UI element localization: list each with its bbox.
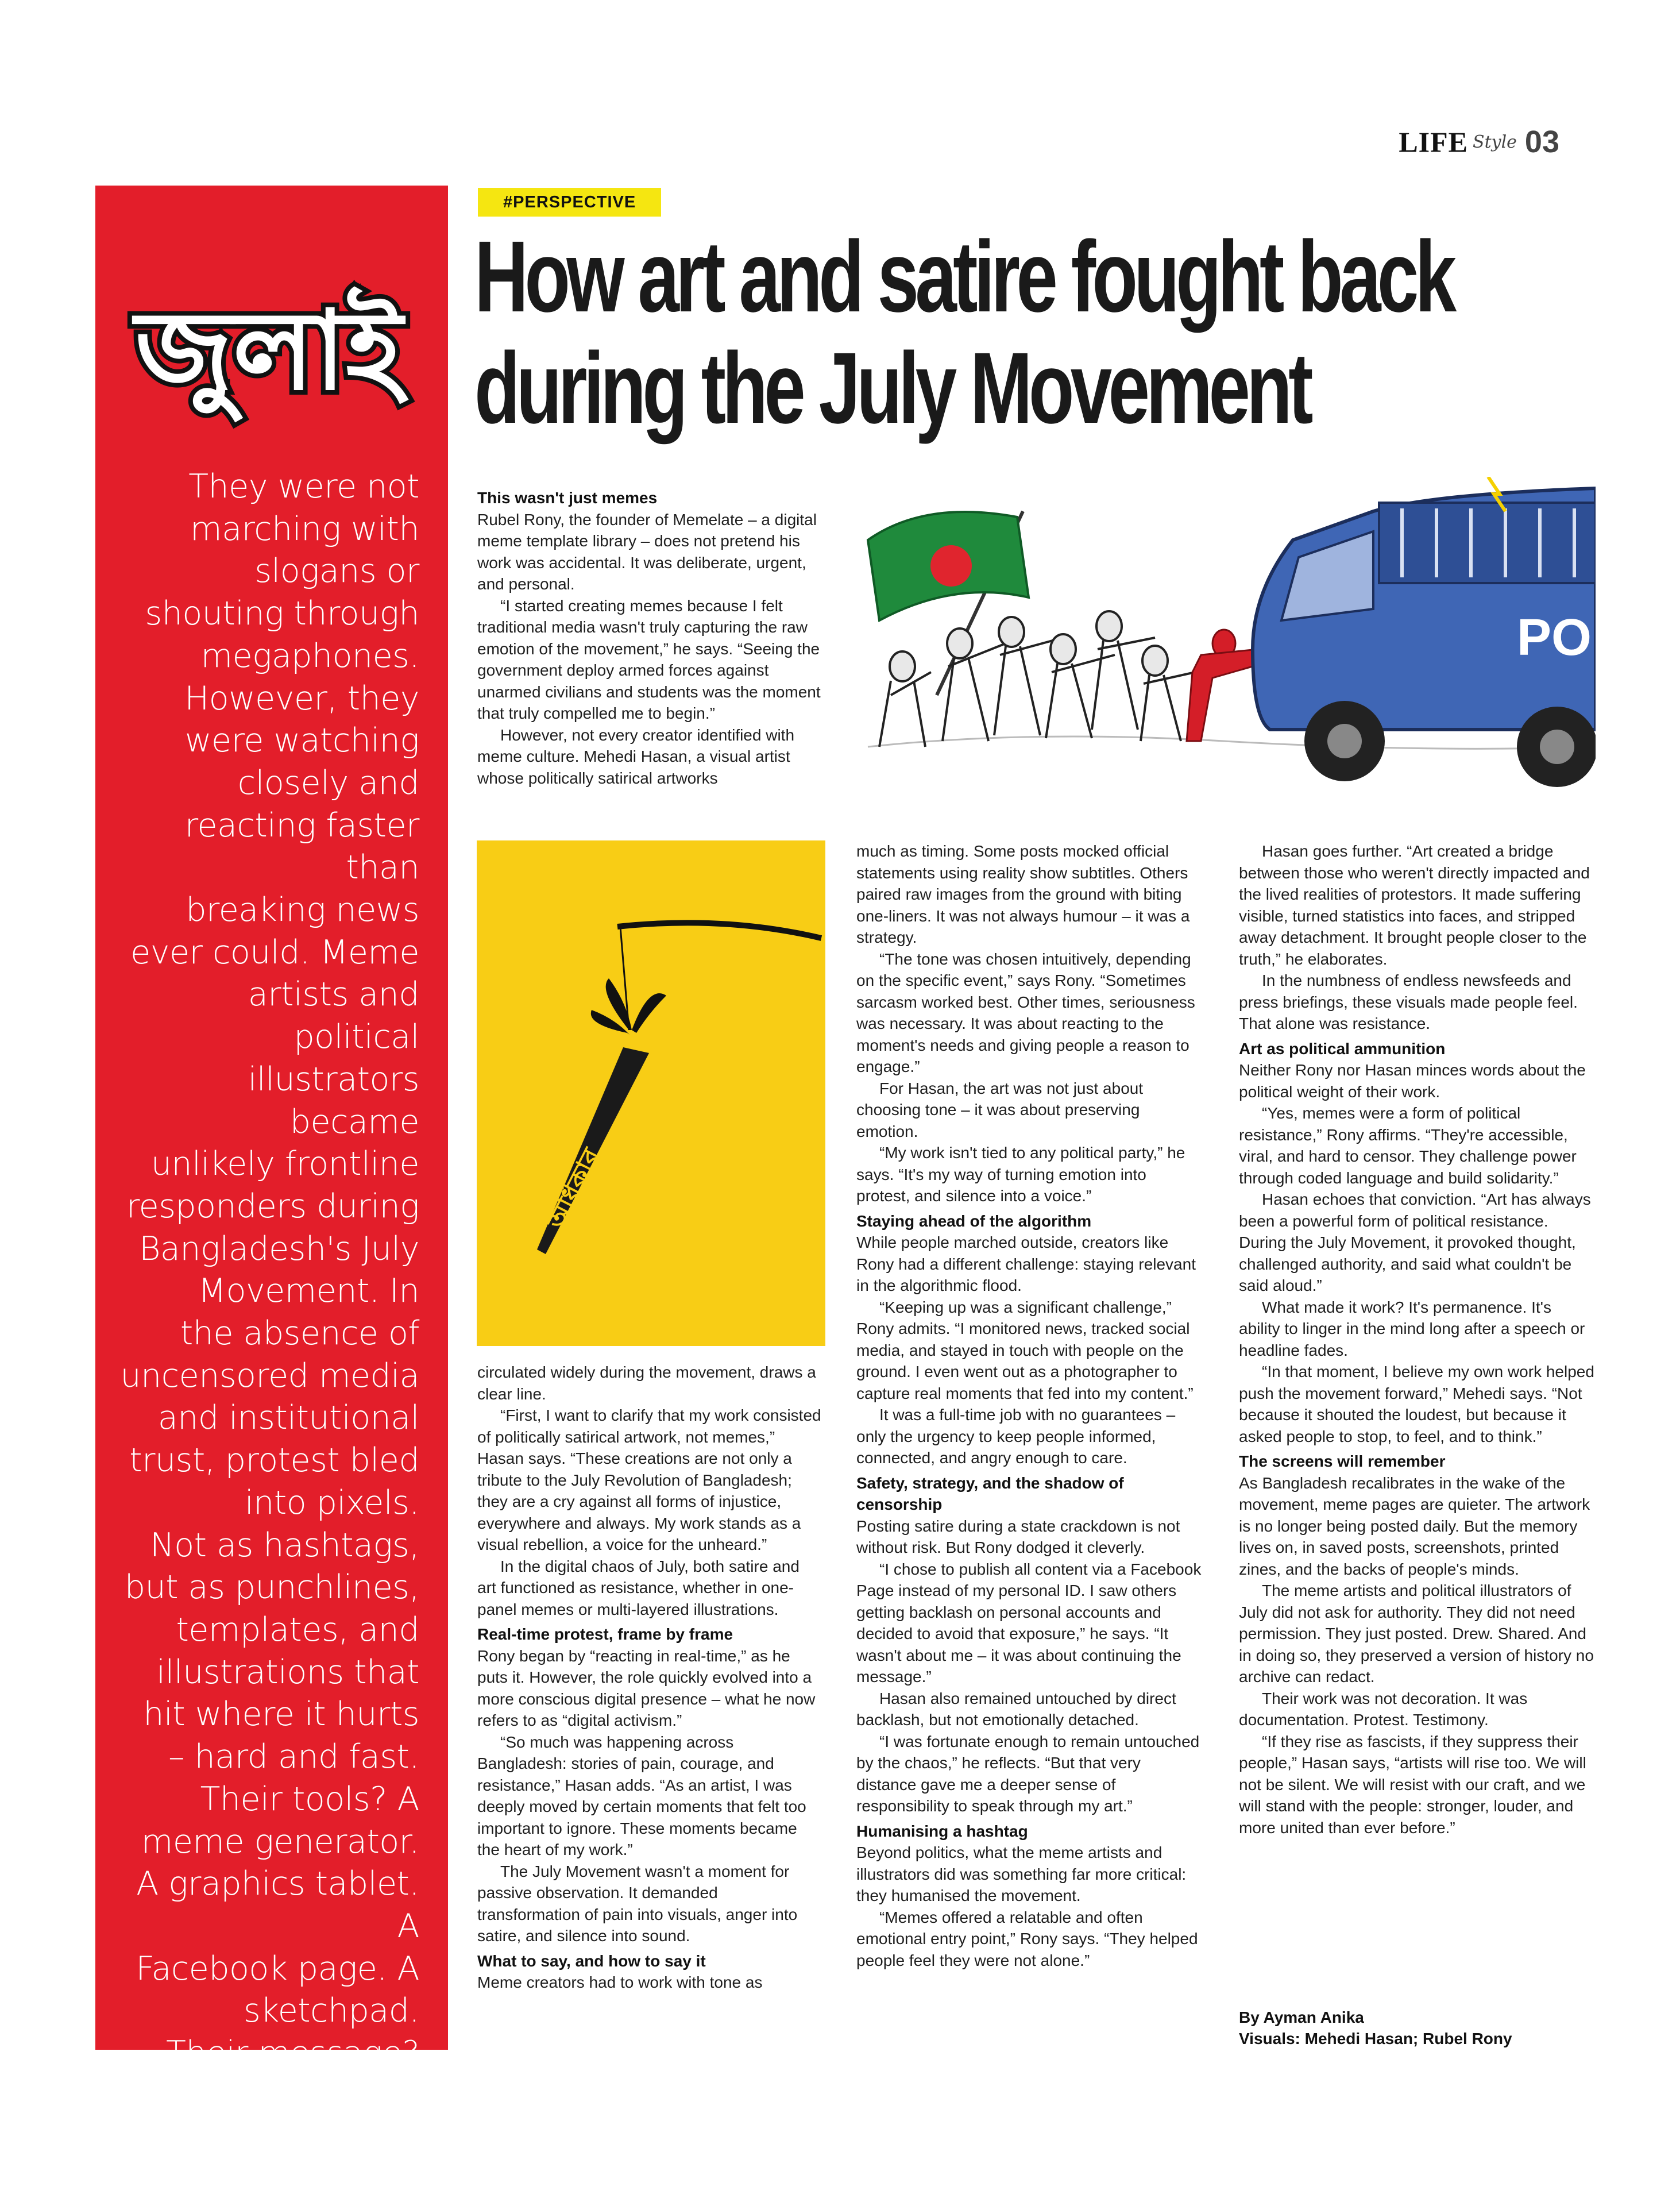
article-paragraph: While people marched outside, creators like Rony had a different challenge: staying relevant in the algorithmic flood. (856, 1233, 1196, 1294)
protest-cartoon (856, 477, 1596, 787)
pull-quote-line: They were not (188, 468, 419, 506)
pull-quote-line: into pixels. (244, 1483, 419, 1522)
pull-quote-line: with you. (271, 2161, 419, 2200)
pull-quote-line: slogans or (254, 552, 419, 591)
pull-quote-line: We see you. And (150, 2076, 419, 2115)
pull-quote-line: shouting through (145, 595, 419, 633)
pen-text: অধিকার (540, 1143, 608, 1234)
article-paragraph: much as timing. Some posts mocked official statements using reality show subtitles. Others paired raw images from the ground with biting one-liners. It was not always humour – it was a strategy. (856, 842, 1190, 946)
pull-quote-line: reacting faster than (184, 806, 419, 887)
article-paragraph: Their work was not decoration. It was documentation. Protest. Testimony. (1239, 1689, 1528, 1729)
article-paragraph: “Yes, memes were a form of political resistance,” Rony affirms. “They're accessible, viral, and hard to censor. They challenge power through coded language and build solidarity.” (1239, 1104, 1577, 1187)
van-label: PO (1517, 609, 1592, 666)
article-paragraph: Meme creators had to work with tone as (477, 1973, 763, 1991)
article-paragraph: The meme artists and political illustrators of July did not ask for authority. They did not need permission. They just posted. Drew. Shared. And in doing so, they preserved a version of history no archive can redact. (1239, 1582, 1594, 1686)
article-subheading: This wasn't just memes (477, 489, 658, 507)
pull-quote-line: Movement. In (198, 1272, 419, 1310)
article-paragraph: What made it work? It's permanence. It's ability to linger in the mind long after a speech or headline fades. (1239, 1298, 1585, 1359)
page-number: 03 (1524, 125, 1559, 159)
pull-quote-line: Not as hashtags, (150, 1526, 419, 1564)
pull-quote-line: ever could. Meme (130, 933, 419, 971)
protest-illustration (856, 477, 1596, 787)
article-paragraph: “Memes offered a relatable and often emotional entry point,” Rony says. “They helped people feel they were not alone.” (856, 1908, 1198, 1969)
article-paragraph: circulated widely during the movement, draws a clear line. (477, 1363, 816, 1403)
article-subheading: Safety, strategy, and the shadow of censorship (856, 1474, 1124, 1513)
pull-quote-line: the absence of (180, 1314, 419, 1353)
article-paragraph: “I was fortunate enough to remain untouched by the chaos,” he reflects. “But that very distance gave me a deeper sense of responsibility to speak through my art.” (856, 1732, 1200, 1815)
pull-quote-line: illustrations that (156, 1653, 419, 1691)
pull-quote (118, 466, 419, 2202)
pull-quote-line: unlikely frontline (150, 1145, 419, 1183)
pull-quote-line: megaphones. (200, 637, 419, 675)
byline (1239, 2007, 1595, 2049)
pull-quote-line: templates, and (176, 1610, 419, 1649)
masthead (1399, 122, 1559, 162)
article-subheading: Staying ahead of the algorithm (856, 1212, 1092, 1230)
article-paragraph: However, not every creator identified with meme culture. Mehedi Hasan, a visual artist whose politically satirical artworks (477, 726, 795, 787)
article-subheading: Humanising a hashtag (856, 1822, 1028, 1840)
article-subheading: What to say, and how to say it (477, 1952, 706, 1970)
article-paragraph: For Hasan, the art was not just about choosing tone – it was about preserving emotion. (856, 1079, 1144, 1140)
pull-quote-line: – hard and fast. (168, 1738, 419, 1776)
article-subheading: The screens will remember (1239, 1452, 1446, 1470)
article-paragraph: It was a full-time job with no guarantees – only the urgency to keep people informed, connected, and angry enough to care. (856, 1406, 1176, 1467)
pull-quote-line: Their message? (166, 2034, 419, 2073)
article-paragraph: Hasan echoes that conviction. “Art has always been a powerful form of political resistance. During the July Movement, it provoked thought, challenged authority, and said what couldn't be said aloud.” (1239, 1190, 1591, 1294)
article-paragraph: Hasan goes further. “Art created a bridge between those who weren't directly impacted and the lived realities of protestors. It made suffering visible, turned statistics into faces, and stripped away detachment. It brought people closer to the truth,” he elaborates. (1239, 842, 1590, 968)
article-paragraph: “If they rise as fascists, if they suppress their people,” Hasan says, “artists will rise too. We will not be silent. We will resist with our craft, and we will stand with the people: stronger, louder, and more united than ever before.” (1239, 1732, 1586, 1837)
pull-quote-line: and institutional (157, 1399, 419, 1437)
article-paragraph: “So much was happening across Bangladesh: stories of pain, courage, and resistance,” Hasan adds. “As an artist, I was deeply moved by certain moments that felt too important to ignore. These moments became the heart of my work.” (477, 1733, 806, 1858)
article-paragraph: Hasan also remained untouched by direct backlash, but not emotionally detached. (856, 1689, 1176, 1729)
headline-line-2: during the July Movement (474, 332, 1310, 445)
pull-quote-line: hit where it hurts (143, 1695, 419, 1734)
article-paragraph: Beyond politics, what the meme artists and illustrators did was something far more critical: they humanised the movement. (856, 1844, 1187, 1904)
pull-quote-line: trust, protest bled (129, 1441, 419, 1480)
article-subheading: Real-time protest, frame by frame (477, 1625, 733, 1643)
article-paragraph: “The tone was chosen intuitively, depending on the specific event,” says Rony. “Sometimes sarcasm worked best. Other times, seriousness was necessary. It was about reacting to the moment's needs and giving people a reason to engage.” (856, 950, 1195, 1075)
masthead-style-word: Style (1473, 132, 1517, 152)
article-paragraph: “I started creating memes because I felt traditional media wasn't truly capturing the raw emotion of the movement,” he says. “Seeing the government deploy armed forces against unarmed civilians and students was the moment that truly compelled me to begin.” (477, 596, 821, 722)
pull-quote-line: artists and political (248, 975, 419, 1056)
pull-quote-line: However, they (184, 679, 419, 718)
article-paragraph: In the digital chaos of July, both satire and art functioned as resistance, whether in one-panel memes or multi-layered illustrations. (477, 1557, 800, 1618)
article-paragraph: Rubel Rony, the founder of Memelate – a digital meme template library – does not pretend his work was accidental. It was deliberate, urgent, and personal. (477, 510, 817, 593)
masthead-logo: LIFE (1399, 126, 1469, 158)
july-badge-text: জুলাই (135, 287, 403, 414)
pull-quote-line: illustrators became (248, 1060, 419, 1141)
july-badge-logo (119, 265, 418, 437)
pull-quote-line: but as punchlines, (124, 1568, 419, 1607)
section-tag: #PERSPECTIVE (478, 188, 661, 217)
article-paragraph: “My work isn't tied to any political party,” he says. “It's my way of turning emotion into protest, and silence into a voice.” (856, 1144, 1185, 1205)
pull-quote-line: Bangladesh's July (139, 1229, 419, 1268)
pull-quote-line: meme generator. (141, 1822, 419, 1861)
article-paragraph: “First, I want to clarify that my work consisted of politically satirical artwork, not memes,” Hasan says. “These creations are not only a tribute to the July Revolution of Bangladesh; they are a cry against all forms of injustice, everywhere and always. My work stands as a visual rebellion, a voice for the unheard.” (477, 1406, 821, 1553)
article-paragraph: In the numbness of endless newsfeeds and press briefings, these visuals made people feel. That alone was resistance. (1239, 971, 1578, 1032)
article-paragraph: Rony began by “reacting in real-time,” as he puts it. However, the role quickly evolved into a more conscious digital presence – what he now refers to as “digital activism.” (477, 1646, 816, 1729)
pull-quote-line: sketchpad. (244, 1992, 419, 2030)
article-paragraph: As Bangladesh recalibrates in the wake of the movement, meme pages are quieter. The artwork is no longer being posted daily. But the memory lives on, in saved posts, screenshots, printed zines, and the backs of people's minds. (1239, 1474, 1590, 1578)
article-paragraph: Posting satire during a state crackdown is not without risk. But Rony dodged it cleverly. (856, 1517, 1180, 1556)
article-paragraph: “I chose to publish all content via a Facebook Page instead of my personal ID. I saw others getting backlash on personal accounts and decided to avoid that exposure,” he says. “It wasn't about me – it was about continuing the message.” (856, 1560, 1202, 1686)
pull-quote-line: uncensored media (120, 1356, 419, 1395)
pen-carrot-artwork (477, 840, 825, 1346)
pull-quote-line: closely and (237, 763, 419, 802)
byline-author: By Ayman Anika (1239, 2008, 1364, 2026)
pull-quote-line: marching with (190, 510, 419, 548)
pull-quote-line: we're not laughing (121, 2119, 419, 2157)
article-column-2 (856, 840, 1204, 1971)
headline (474, 221, 1453, 445)
headline-line-1: How art and satire fought back (474, 221, 1453, 333)
pull-quote-line: responders during (126, 1187, 419, 1225)
article-column-3 (1239, 840, 1595, 1838)
article-column-1-top (477, 484, 822, 789)
byline-visuals: Visuals: Mehedi Hasan; Rubel Rony (1239, 2030, 1512, 2047)
pull-quote-line: Their tools? A (200, 1780, 419, 1818)
pen-carrot-illustration (477, 840, 825, 1346)
pull-quote-line: were watching (184, 722, 419, 760)
article-subheading: Art as political ammunition (1239, 1039, 1446, 1058)
pull-quote-line: Facebook page. A (136, 1949, 419, 1988)
article-paragraph: “In that moment, I believe my own work helped push the movement forward,” Mehedi says. “Not because it shouted the loudest, but because it asked people to stop, to feel, and to think.” (1239, 1363, 1594, 1445)
article-paragraph: “Keeping up was a significant challenge,” Rony admits. “I monitored news, tracked social media, and stayed in touch with people on the ground. I even went out as a photographer to capture real moments that fed into my content.” (856, 1298, 1194, 1402)
pull-quote-line: A graphics tablet. A (136, 1865, 419, 1945)
article-paragraph: Neither Rony nor Hasan minces words about the political weight of their work. (1239, 1061, 1586, 1101)
pull-quote-line: breaking news (186, 891, 419, 930)
sidebar-pull-quote-panel (95, 186, 448, 2200)
article-column-1-bottom (477, 1362, 822, 1993)
article-paragraph: The July Movement wasn't a moment for passive observation. It demanded transformation of pain into visuals, anger into satire, and silence into sound. (477, 1862, 798, 1945)
